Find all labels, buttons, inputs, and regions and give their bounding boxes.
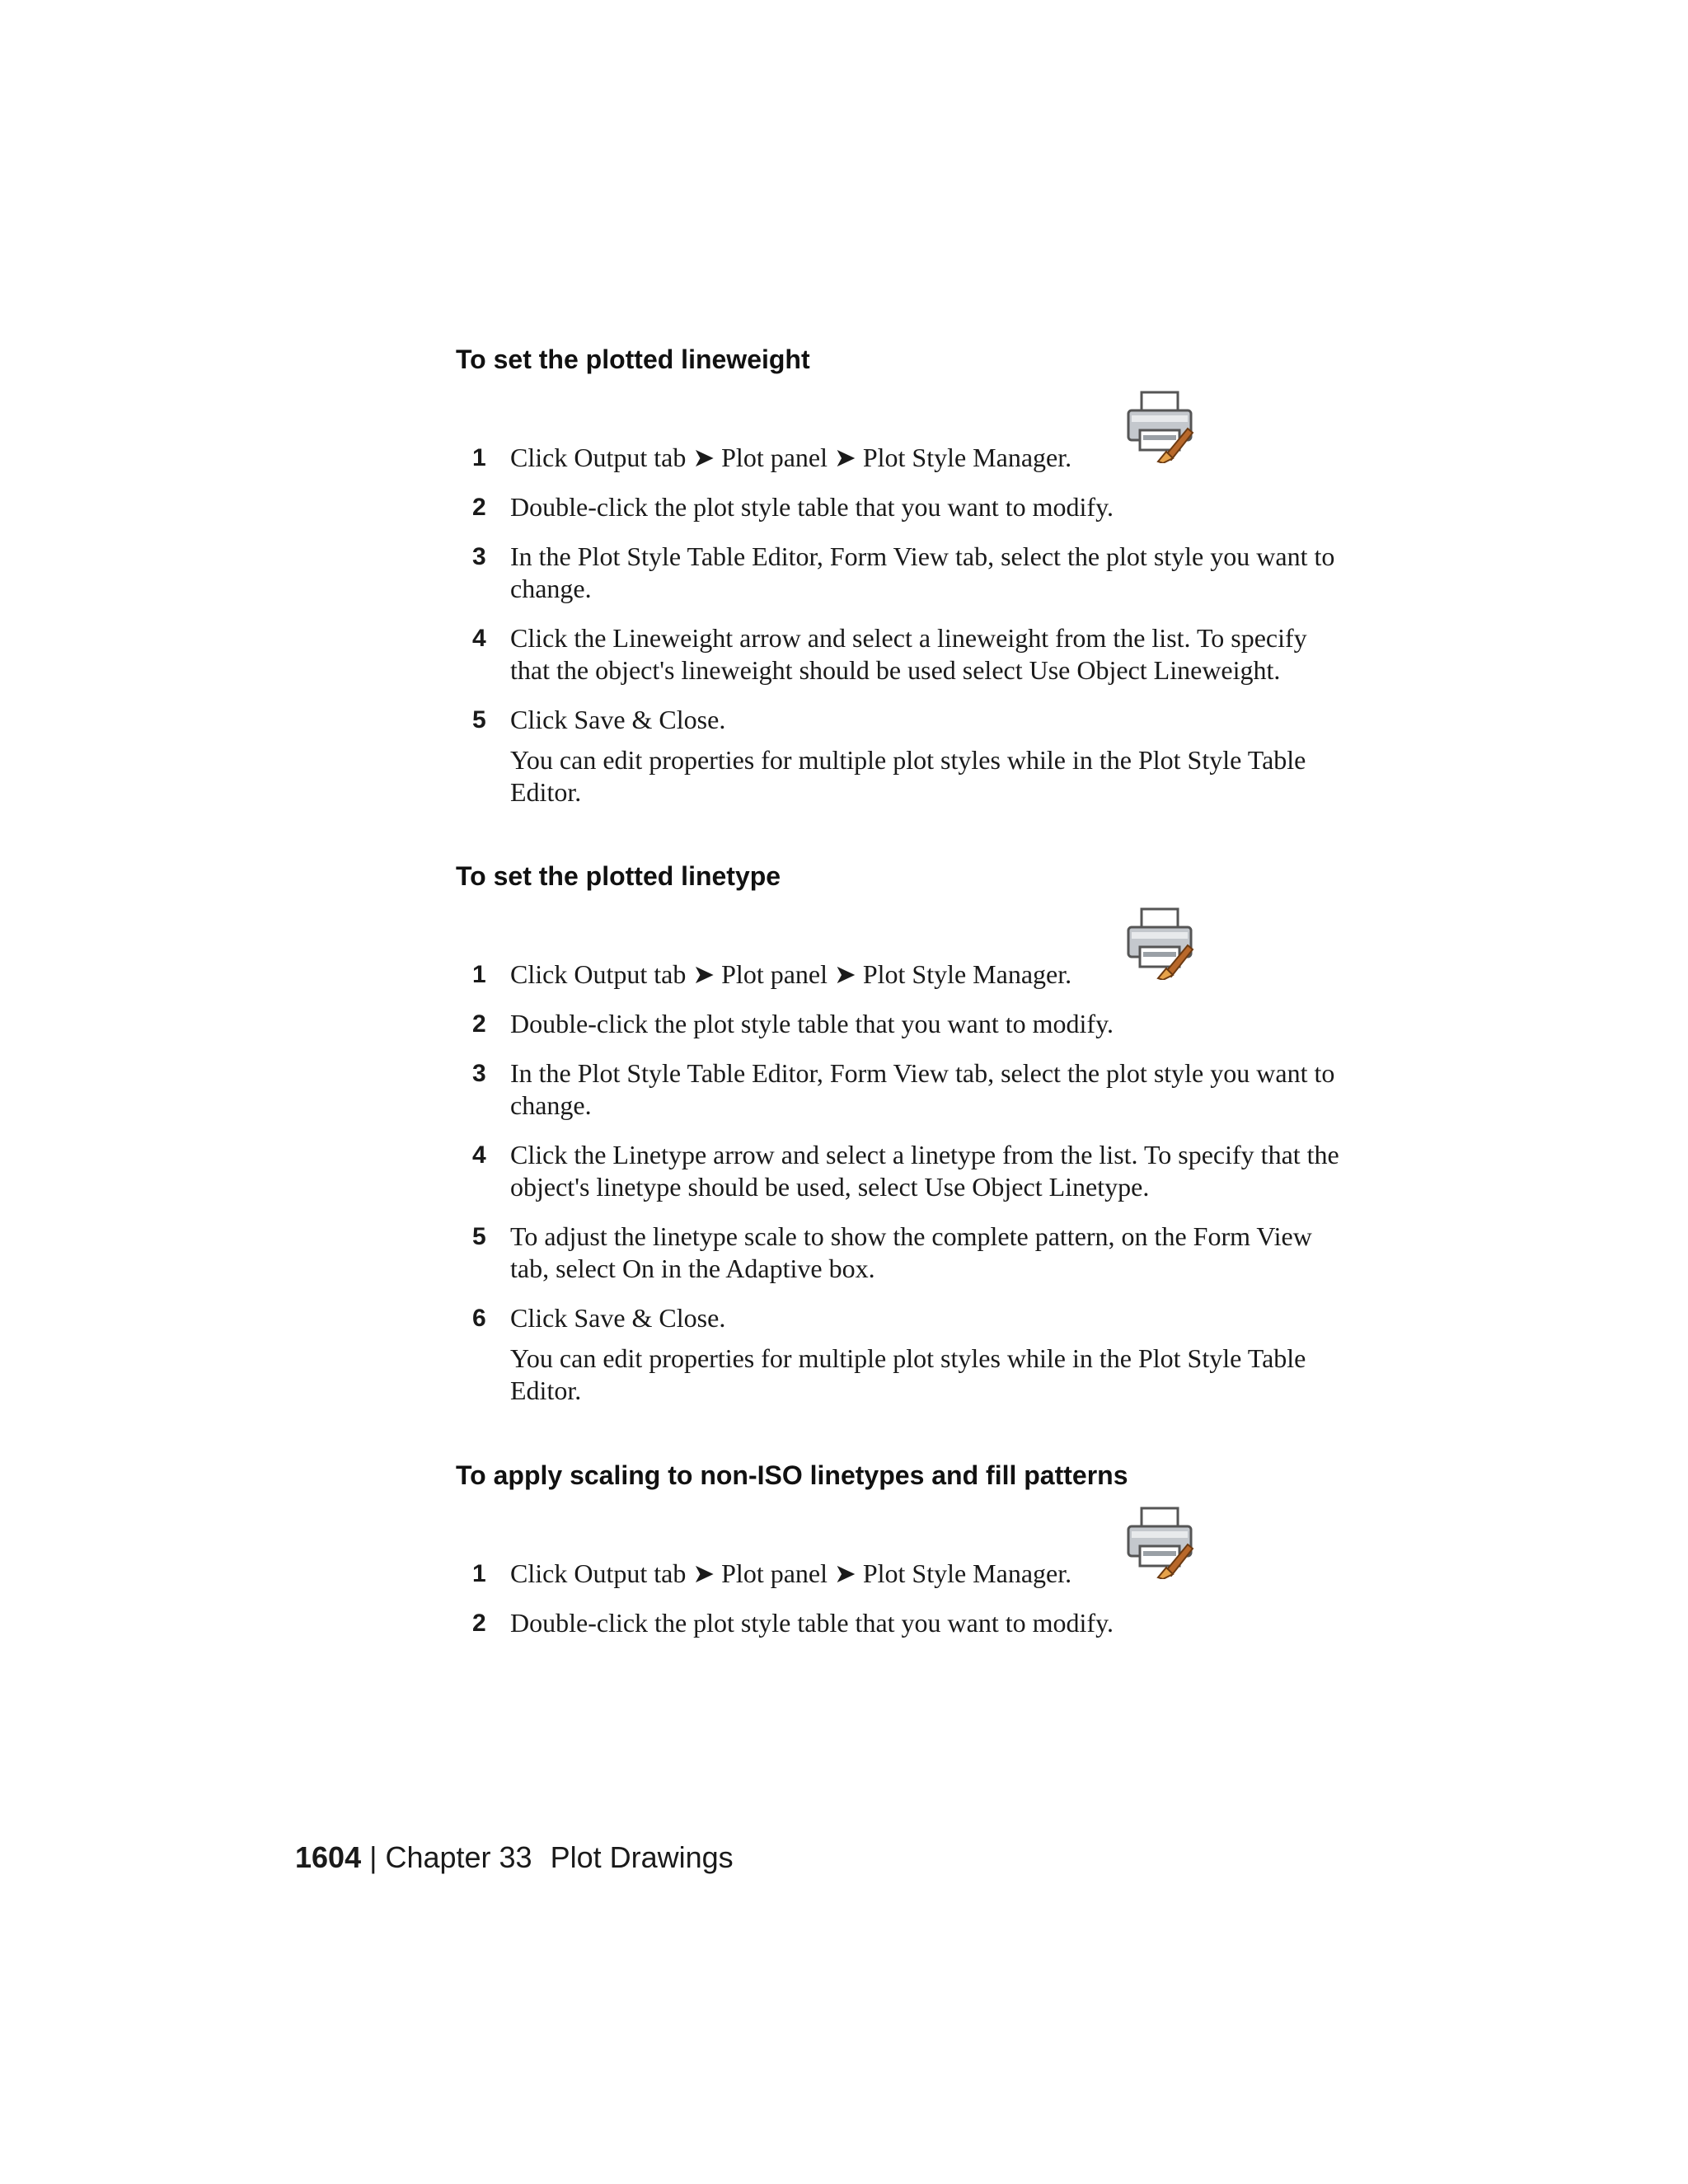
step-number: 1 — [472, 961, 486, 988]
step-number: 1 — [472, 1560, 486, 1587]
step-number: 5 — [472, 706, 486, 733]
footer-separator: | — [369, 1840, 377, 1874]
list-item — [456, 622, 1346, 687]
step-text: Click Output tab ➤ Plot panel ➤ Plot Style Manager. — [510, 959, 1072, 989]
list-item — [456, 1008, 1346, 1040]
list-item — [456, 442, 1346, 474]
step-number: 2 — [472, 494, 486, 521]
page-number: 1604 — [295, 1840, 362, 1874]
section-lineweight — [456, 343, 1346, 808]
step-text: In the Plot Style Table Editor, Form View tab, select the plot style you want to change. — [510, 1058, 1335, 1120]
printer-paintbrush-icon — [1122, 387, 1198, 463]
step-text: Click the Linetype arrow and select a linetype from the list. To specify that the object's linetype should be used, select Use Object Linetype. — [510, 1140, 1339, 1202]
list-item — [456, 541, 1346, 605]
step-number: 2 — [472, 1010, 486, 1038]
list-item — [456, 491, 1346, 523]
list-item — [456, 1221, 1346, 1285]
step-number: 3 — [472, 543, 486, 570]
section-heading: To apply scaling to non-ISO linetypes and fill patterns — [456, 1460, 1128, 1490]
list-item — [456, 1057, 1346, 1122]
printer-paintbrush-icon — [1122, 1503, 1198, 1579]
step-text: Click the Lineweight arrow and select a lineweight from the list. To specify that the object's lineweight should be used select Use Object Lineweight. — [510, 623, 1307, 685]
list-item — [456, 1558, 1346, 1590]
list-item — [456, 704, 1346, 808]
section-scaling — [456, 1459, 1346, 1639]
step-number: 4 — [472, 1141, 486, 1169]
chapter-label: Chapter 33 — [385, 1840, 532, 1874]
printer-paintbrush-icon — [1122, 904, 1198, 980]
page-footer — [295, 1840, 734, 1876]
step-text: Double-click the plot style table that you want to modify. — [510, 1009, 1114, 1038]
step-text: To adjust the linetype scale to show the complete pattern, on the Form View tab, select On in the Adaptive box. — [510, 1221, 1312, 1283]
step-number: 1 — [472, 444, 486, 471]
step-text: In the Plot Style Table Editor, Form View tab, select the plot style you want to change. — [510, 541, 1335, 603]
step-number: 4 — [472, 625, 486, 652]
step-list — [456, 958, 1346, 1407]
list-item — [456, 958, 1346, 991]
step-text: Click Save & Close. — [510, 705, 726, 734]
step-text: Click Output tab ➤ Plot panel ➤ Plot Style Manager. — [510, 1558, 1072, 1588]
step-number: 3 — [472, 1060, 486, 1087]
section-heading: To set the plotted lineweight — [456, 344, 810, 374]
step-note: You can edit properties for multiple plot styles while in the Plot Style Table Editor. — [510, 745, 1306, 807]
step-number: 6 — [472, 1305, 486, 1332]
step-text: Click Output tab ➤ Plot panel ➤ Plot Style Manager. — [510, 443, 1072, 472]
section-linetype — [456, 860, 1346, 1407]
step-text: Click Save & Close. — [510, 1303, 726, 1333]
chapter-title: Plot Drawings — [550, 1840, 734, 1874]
list-item — [456, 1139, 1346, 1203]
step-number: 2 — [472, 1610, 486, 1637]
step-note: You can edit properties for multiple plot styles while in the Plot Style Table Editor. — [510, 1343, 1306, 1405]
section-heading: To set the plotted linetype — [456, 861, 781, 891]
step-number: 5 — [472, 1223, 486, 1250]
step-text: Double-click the plot style table that you want to modify. — [510, 492, 1114, 522]
step-text: Double-click the plot style table that you want to modify. — [510, 1608, 1114, 1638]
step-list — [456, 442, 1346, 808]
list-item — [456, 1302, 1346, 1407]
step-list — [456, 1558, 1346, 1639]
list-item — [456, 1607, 1346, 1639]
